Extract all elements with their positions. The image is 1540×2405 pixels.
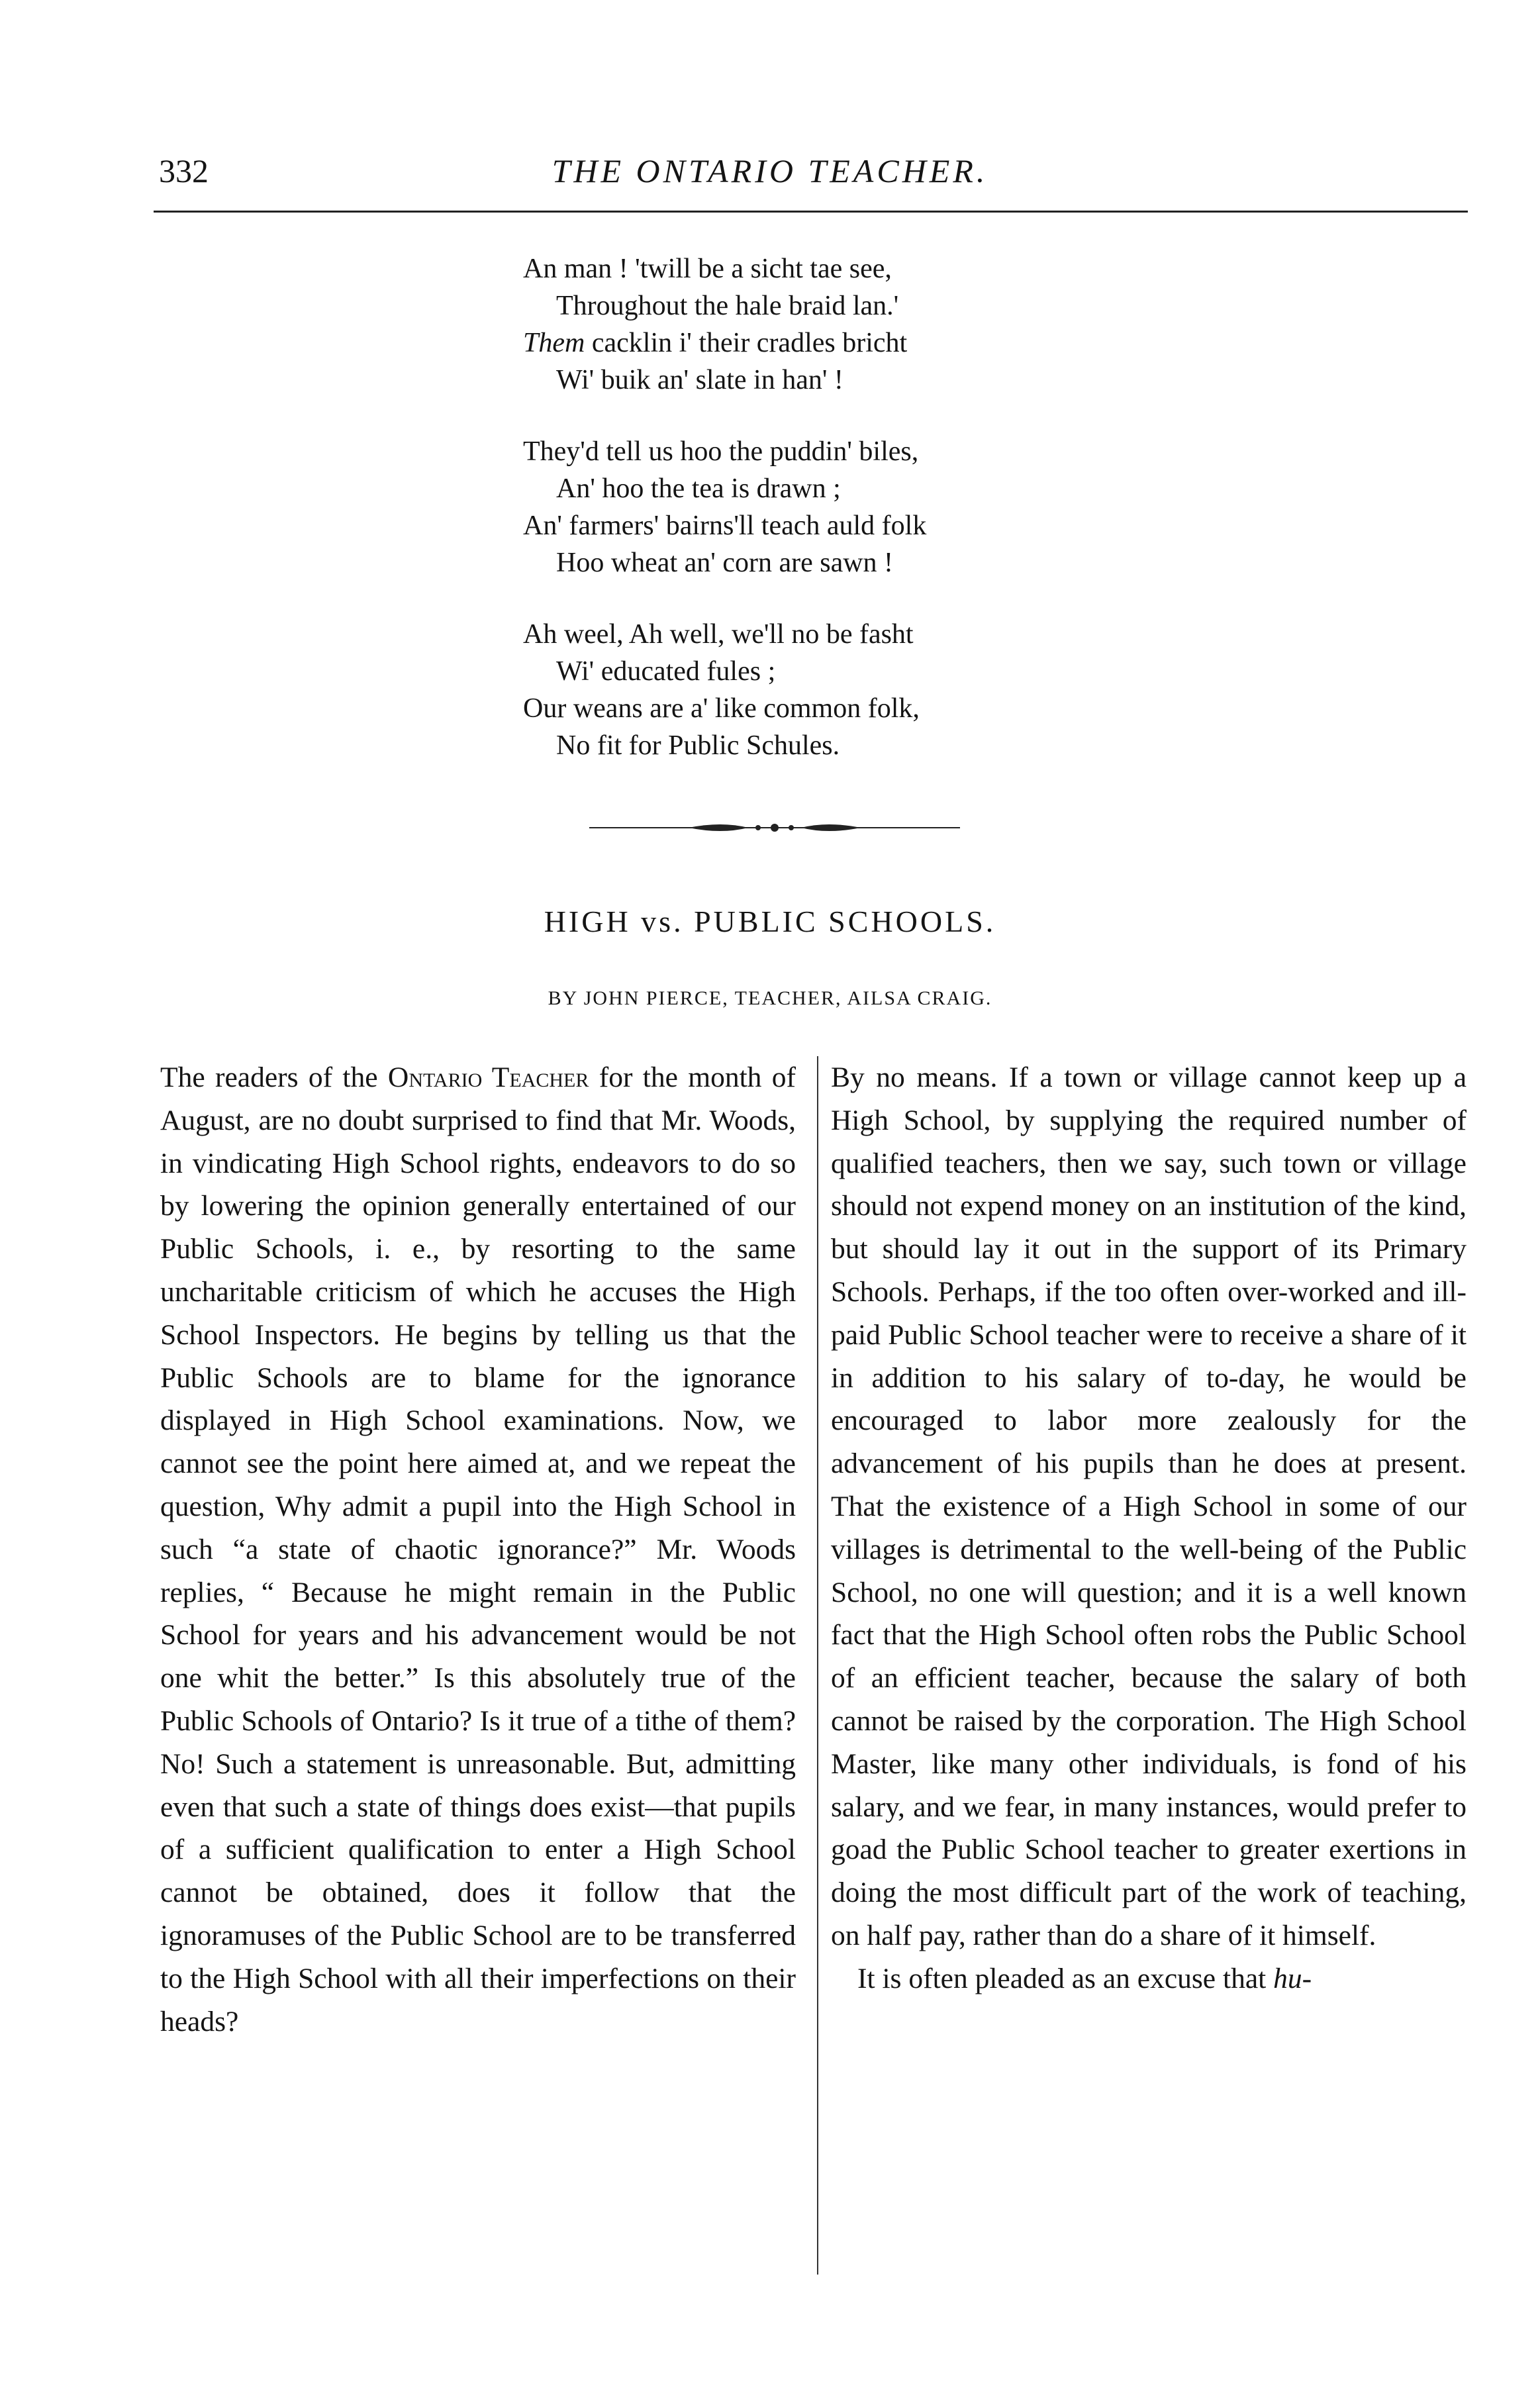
paragraph xyxy=(160,1056,796,2043)
ornament-divider-icon xyxy=(589,820,960,836)
verse-line: Hoo wheat an' corn are sawn ! xyxy=(556,548,894,578)
article-title: HIGH vs. PUBLIC SCHOOLS. xyxy=(544,905,996,938)
header-rule xyxy=(154,211,1468,213)
running-head xyxy=(0,144,1540,197)
poem-stanza xyxy=(523,250,1185,399)
article-byline: BY JOHN PIERCE, TEACHER, AILSA CRAIG. xyxy=(548,987,992,1009)
poem-stanza xyxy=(523,616,1185,764)
poem-stanza xyxy=(523,433,1185,581)
paragraph-text: The readers of the xyxy=(160,1061,388,1093)
journal-title: THE ONTARIO TEACHER. xyxy=(552,152,988,189)
verse-line xyxy=(523,324,1185,362)
verse-line: Wi' buik an' slate in han' ! xyxy=(556,365,843,395)
journal-name: Ontario Teacher xyxy=(387,1061,589,1093)
verse-line: Ah weel, Ah well, we'll no be fasht xyxy=(523,619,914,650)
page-number: 332 xyxy=(159,152,209,189)
verse-line: An' hoo the tea is drawn ; xyxy=(556,473,841,504)
left-column xyxy=(160,1056,796,2043)
paragraph: By no means. If a town or village cannot keep up a High School, by supplying the required number of qualified teachers, then we say, such town or village should not expend money on an institution of the kind, but should lay it out in the support of its Primary Schools. Perhaps, if the too often over-worked and ill-paid Public School teacher were to receive a share of it in addition to his salary of to-day, he would be encouraged to labor more zealously for the advancement of his pupils than he does at present. That the existence of a High School in some of our villages is detrimental to the well-being of the Public School, no one will question; and it is a well known fact that the High School often robs the Public School of an efficient teacher, because the salary of both cannot be raised by the corporation. The High School Master, like many other individuals, is fond of his salary, and we fear, in many instances, would prefer to goad the Public School teacher to greater exertions in doing the most difficult part of the work of teaching, on half pay, rather than do a share of it himself. xyxy=(831,1061,1467,1951)
verse-line: Throughout the hale braid lan.' xyxy=(556,291,899,321)
verse-line: Wi' educated fules ; xyxy=(556,656,776,687)
poem xyxy=(523,250,1185,799)
paragraph-text: for the month of August, are no doubt surprised to find that Mr. Woods, in vindicating High School rights, endeavors to do so by lowering the opinion generally entertained of our Public Schools, i. e., by resorting to the same uncharitable criticism of which he accuses the High School Inspectors. He begins by telling us that the Public Schools are to blame for the ignorance displayed in High School examinations. Now, we cannot see the point here aimed at, and we repeat the question, Why admit a pupil into the High School in such “a state of chaotic ignorance?” Mr. Woods replies, “ Because he might remain in the Public School for years and his advancement would be not one whit the better.” Is this absolutely true of the Public Schools of Ontario? Is it true of a tithe of them? No! Such a statement is unreasonable. But, admitting even that such a state of things does exist—that pupils of a sufficient qualification to enter a High School cannot be obtained, does it follow that the ignoramuses of the Public School are to be transferred to the High School with all their imperfections on their heads? xyxy=(160,1061,796,2037)
paragraph-text: It is often pleaded as an excuse that xyxy=(857,1962,1274,1994)
paragraph xyxy=(831,1957,1467,2000)
italic-fragment: hu- xyxy=(1273,1962,1312,1994)
verse-line: No fit for Public Schules. xyxy=(556,730,840,761)
verse-line: Our weans are a' like common folk, xyxy=(523,693,920,724)
verse-line: An man ! 'twill be a sicht tae see, xyxy=(523,254,892,284)
verse-line: An' farmers' bairns'll teach auld folk xyxy=(523,511,927,541)
verse-line-rest: cacklin i' their cradles bricht xyxy=(585,328,908,358)
column-rule xyxy=(817,1056,818,2275)
italic-word: Them xyxy=(523,328,585,358)
right-column xyxy=(831,1056,1467,2000)
verse-line: They'd tell us hoo the puddin' biles, xyxy=(523,436,919,467)
